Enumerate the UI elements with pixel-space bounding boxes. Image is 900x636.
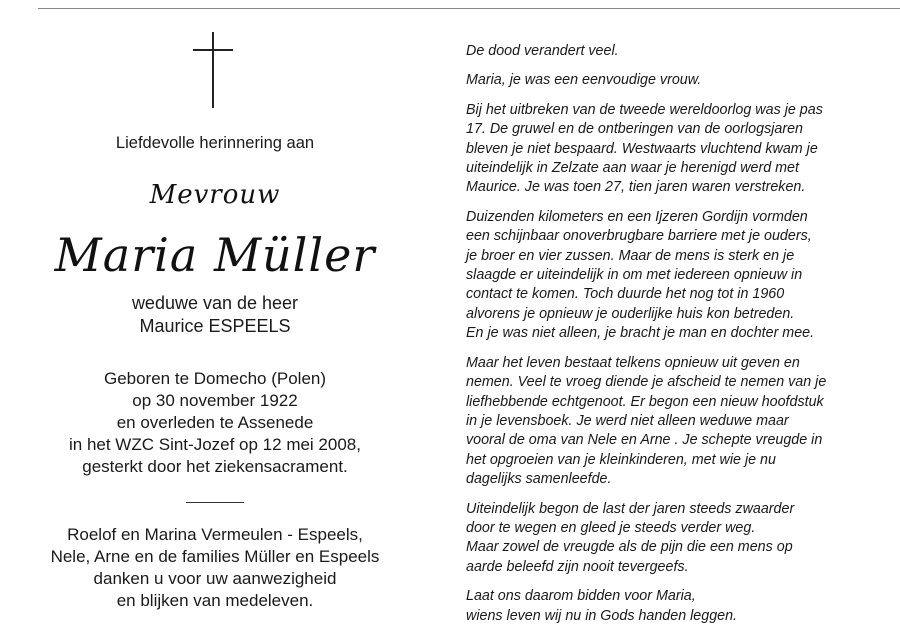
intro-line: Liefdevolle herinnering aan [115, 134, 315, 152]
thanks-block [0, 524, 430, 612]
death-place-line: en overleden te Assenede [116, 413, 314, 432]
divider [186, 502, 244, 503]
paragraph: Uiteindelijk begon de last der jaren steeds zwaarder door te wegen en gleed je steeds verder weg. Maar zowel de vreugde als de pijn die een mens op aarde beleefd zijn nooit tevergeefs. [466, 500, 795, 575]
sacrament-line: gesterkt door het ziekensacrament. [82, 457, 348, 476]
birth-death-block [0, 368, 430, 478]
thanks-line: Nele, Arne en de families Müller en Espeels [50, 547, 380, 566]
text-panel [466, 42, 886, 636]
thanks-line: en blijken van medeleven. [116, 591, 314, 610]
title-mevrouw: Mevrouw [149, 180, 281, 210]
deceased-name: Maria Müller [54, 228, 376, 282]
birth-line: Geboren te Domecho (Polen) [103, 369, 327, 388]
birth-date-line: op 30 november 1922 [132, 391, 298, 410]
paragraph: Laat ons daarom bidden voor Maria, wiens leven wij nu in Gods handen leggen. [466, 588, 738, 624]
paragraph: Bij het uitbreken van de tweede wereldoorlog was je pas 17. De gruwel en de ontberingen van de oorlogsjaren bleven je niet bespaard. Westwaarts vluchtend kwam je uiteindelijk in Zelzate aan waar je herenigd werd met Maurice. Je was toen 27, tien jaren waren verstreken. [466, 101, 823, 196]
cross-icon [193, 32, 233, 108]
paragraph: Maar het leven bestaat telkens opnieuw uit geven en nemen. Veel te vroeg diende je afscheid te nemen van je liefhebbende echtgenoot. Er begon een nieuw hoofdstuk in je levensboek. Je werd niet alleen weduwe maar vooral de oma van Nele en Arne . Je schepte vreugde in het opgroeien van je kleinkinderen, met wie je nu dagelijks samenleefde. [466, 354, 827, 488]
paragraph: Duizenden kilometers en een Ijzeren Gordijn vormden een schijnbaar onoverbrugbare barriere met je ouders, je broer en vier zussen. Maar de mens is sterk en je slaagde er uiteindelijk in om met iedereen opnieuw in contact te komen. Toch duurde het nog tot in 1960 alvorens je opnieuw je ouderlijke huis kon betreden. En je was niet alleen, je bracht je man en dochter mee. [466, 208, 815, 342]
paragraph: Maria, je was een eenvoudige vrouw. [466, 72, 702, 89]
husband-name: Maurice ESPEELS [139, 316, 291, 336]
death-date-line: in het WZC Sint-Jozef op 12 mei 2008, [69, 435, 361, 454]
widow-line: weduwe van de heer [131, 293, 299, 313]
thanks-line: danken u voor uw aanwezigheid [93, 569, 337, 588]
thanks-line: Roelof en Marina Vermeulen - Espeels, [67, 525, 363, 544]
widow-block [0, 292, 430, 338]
paragraph: De dood verandert veel. [466, 43, 619, 59]
